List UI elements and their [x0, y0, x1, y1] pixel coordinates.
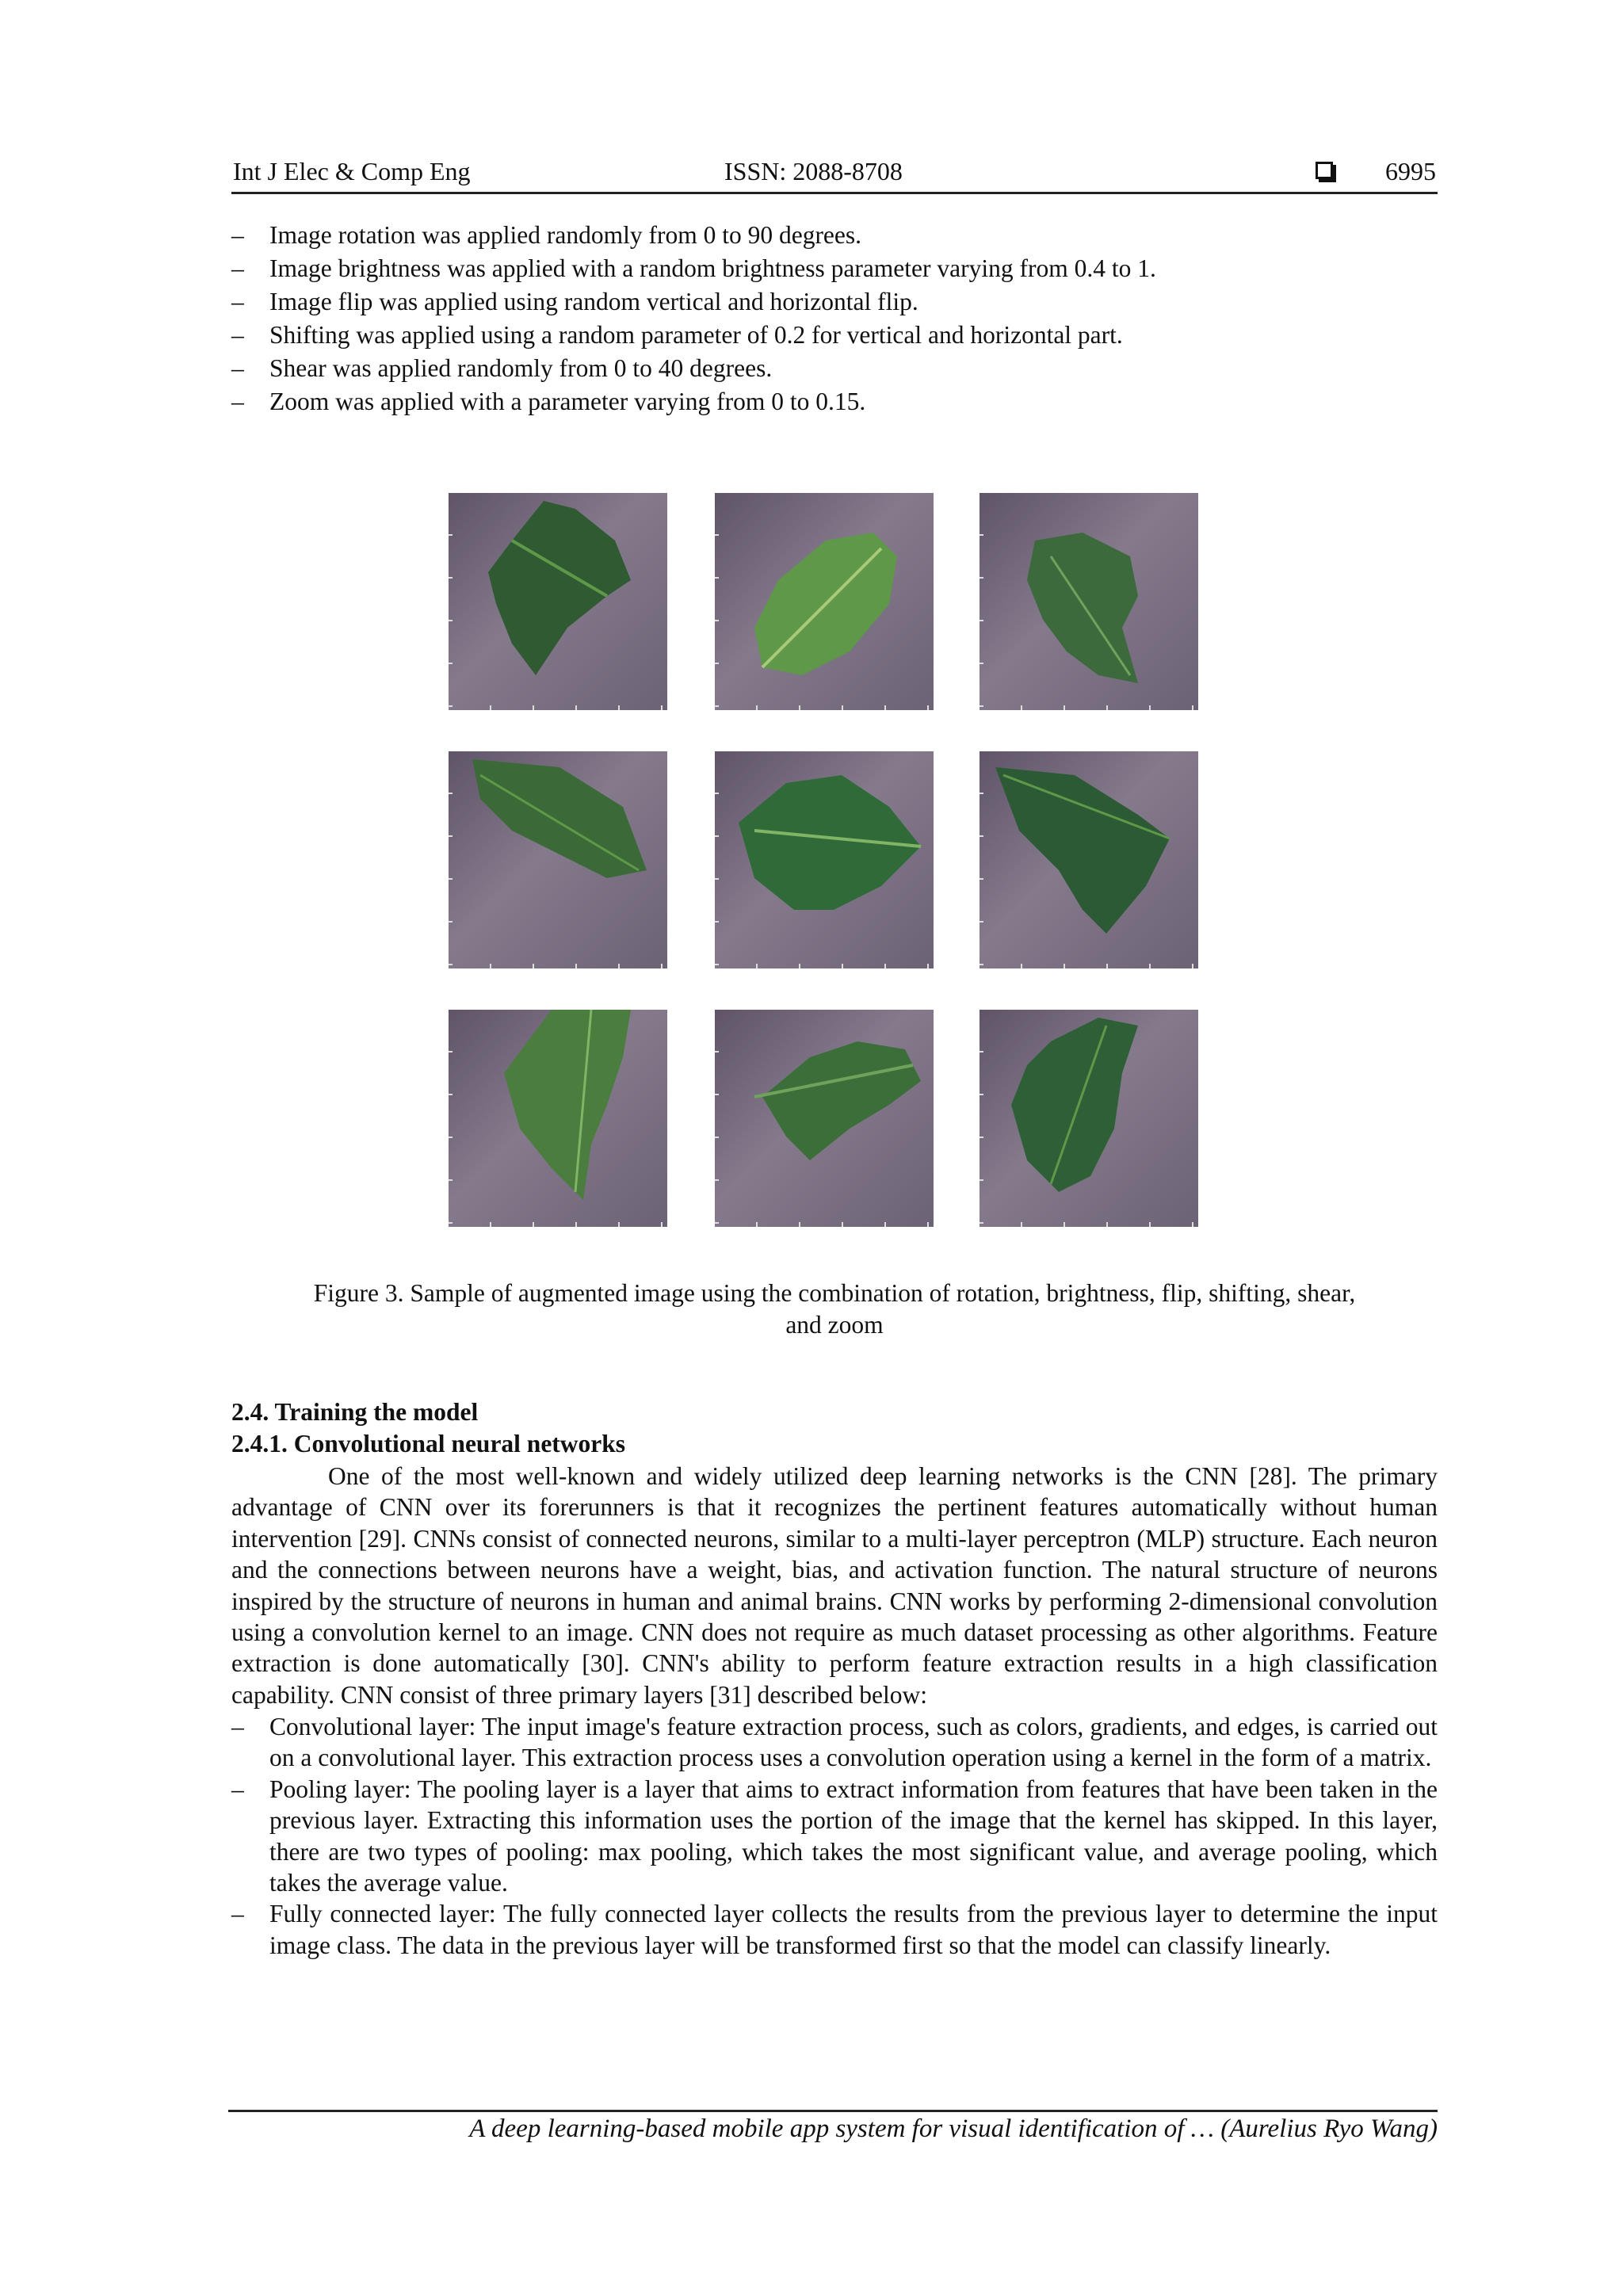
dash-bullet: –: [231, 354, 244, 382]
figure-caption: Figure 3. Sample of augmented image using the combination of rotation, brightness, flip, shifting, shear, and zoom: [313, 1279, 1356, 1339]
augmentation-list: [231, 219, 1438, 418]
list-item: – Image flip was applied using random vertical and horizontal flip.: [231, 285, 1438, 319]
subsection-heading: 2.4.1. Convolutional neural networks: [231, 1430, 626, 1457]
leaf-image-8: [715, 1010, 934, 1227]
dash-bullet: –: [231, 221, 244, 249]
list-item: – Shear was applied randomly from 0 to 40 degrees.: [231, 352, 1438, 385]
page-header: [231, 152, 1438, 194]
dash-bullet: –: [231, 254, 244, 282]
square-bullet-icon: [1316, 162, 1333, 179]
footer-rule: [228, 2110, 1438, 2112]
list-item: – Zoom was applied with a parameter varying from 0 to 0.15.: [231, 385, 1438, 418]
dash-bullet: –: [231, 1775, 244, 1803]
leaf-image-9: [980, 1010, 1198, 1227]
section-heading: 2.4. Training the model: [231, 1398, 479, 1426]
body-paragraph: One of the most well-known and widely utilized deep learning networks is the CNN [28]. The primary advantage of CNN over its forerunners is that it recognizes the pertinent features automatically without human intervention [29]. CNNs consist of connected neurons, similar to a multi-layer perceptron (MLP) structure. Each neuron and the connections between neurons have a weight, bias, and activation function. The natural structure of neurons inspired by the structure of neurons in human and animal brains. CNN works by performing 2-dimensional convolution using a convolution kernel to an image. CNN does not require as much dataset processing as other algorithms. Feature extraction is done automatically [30]. CNN's ability to perform feature extraction results in a high classification capability. CNN consist of three primary layers [31] described below:: [231, 1462, 1438, 1709]
dash-bullet: –: [231, 1713, 244, 1740]
running-title: A deep learning-based mobile app system for visual identification of … (Aurelius Ryo Wang): [469, 2115, 1438, 2143]
journal-name: Int J Elec & Comp Eng: [233, 157, 471, 185]
list-item: – Image brightness was applied with a random brightness parameter varying from 0.4 to 1.: [231, 252, 1438, 285]
list-item: – Image rotation was applied randomly from 0 to 90 degrees.: [231, 219, 1438, 252]
list-item: – Convolutional layer: The input image's feature extraction process, such as colors, gradients, and edges, is carried out on a convolutional layer. This extraction process uses a convolution operation using a kernel in the form of a matrix.: [231, 1713, 1438, 1772]
page-number: 6995: [1385, 157, 1436, 185]
dash-bullet: –: [231, 288, 244, 315]
leaf-image-3: [980, 493, 1198, 710]
issn: ISSN: 2088-8708: [724, 157, 903, 185]
list-item: – Fully connected layer: The fully connected layer collects the results from the previous layer to determine the input image class. The data in the previous layer will be transformed first so that the model can classify linearly.: [231, 1900, 1438, 1959]
dash-bullet: –: [231, 388, 244, 415]
augmented-leaf-figure: [449, 493, 1208, 1238]
leaf-image-2: [715, 493, 934, 710]
leaf-image-6: [980, 751, 1198, 968]
dash-bullet: –: [231, 321, 244, 349]
list-item: – Shifting was applied using a random parameter of 0.2 for vertical and horizontal part.: [231, 319, 1438, 352]
leaf-image-4: [449, 751, 667, 968]
cnn-layers-list: [231, 1711, 1438, 1961]
leaf-image-7: [449, 1010, 667, 1227]
list-item: – Pooling layer: The pooling layer is a layer that aims to extract information from features that have been taken in the previous layer. Extracting this information uses the portion of the image that the kernel has skipped. In this layer, there are two types of pooling: max pooling, which takes the most significant value, and average pooling, which takes the average value.: [231, 1775, 1438, 1897]
dash-bullet: –: [231, 1900, 244, 1928]
leaf-image-5: [715, 751, 934, 968]
leaf-image-1: [449, 493, 667, 710]
